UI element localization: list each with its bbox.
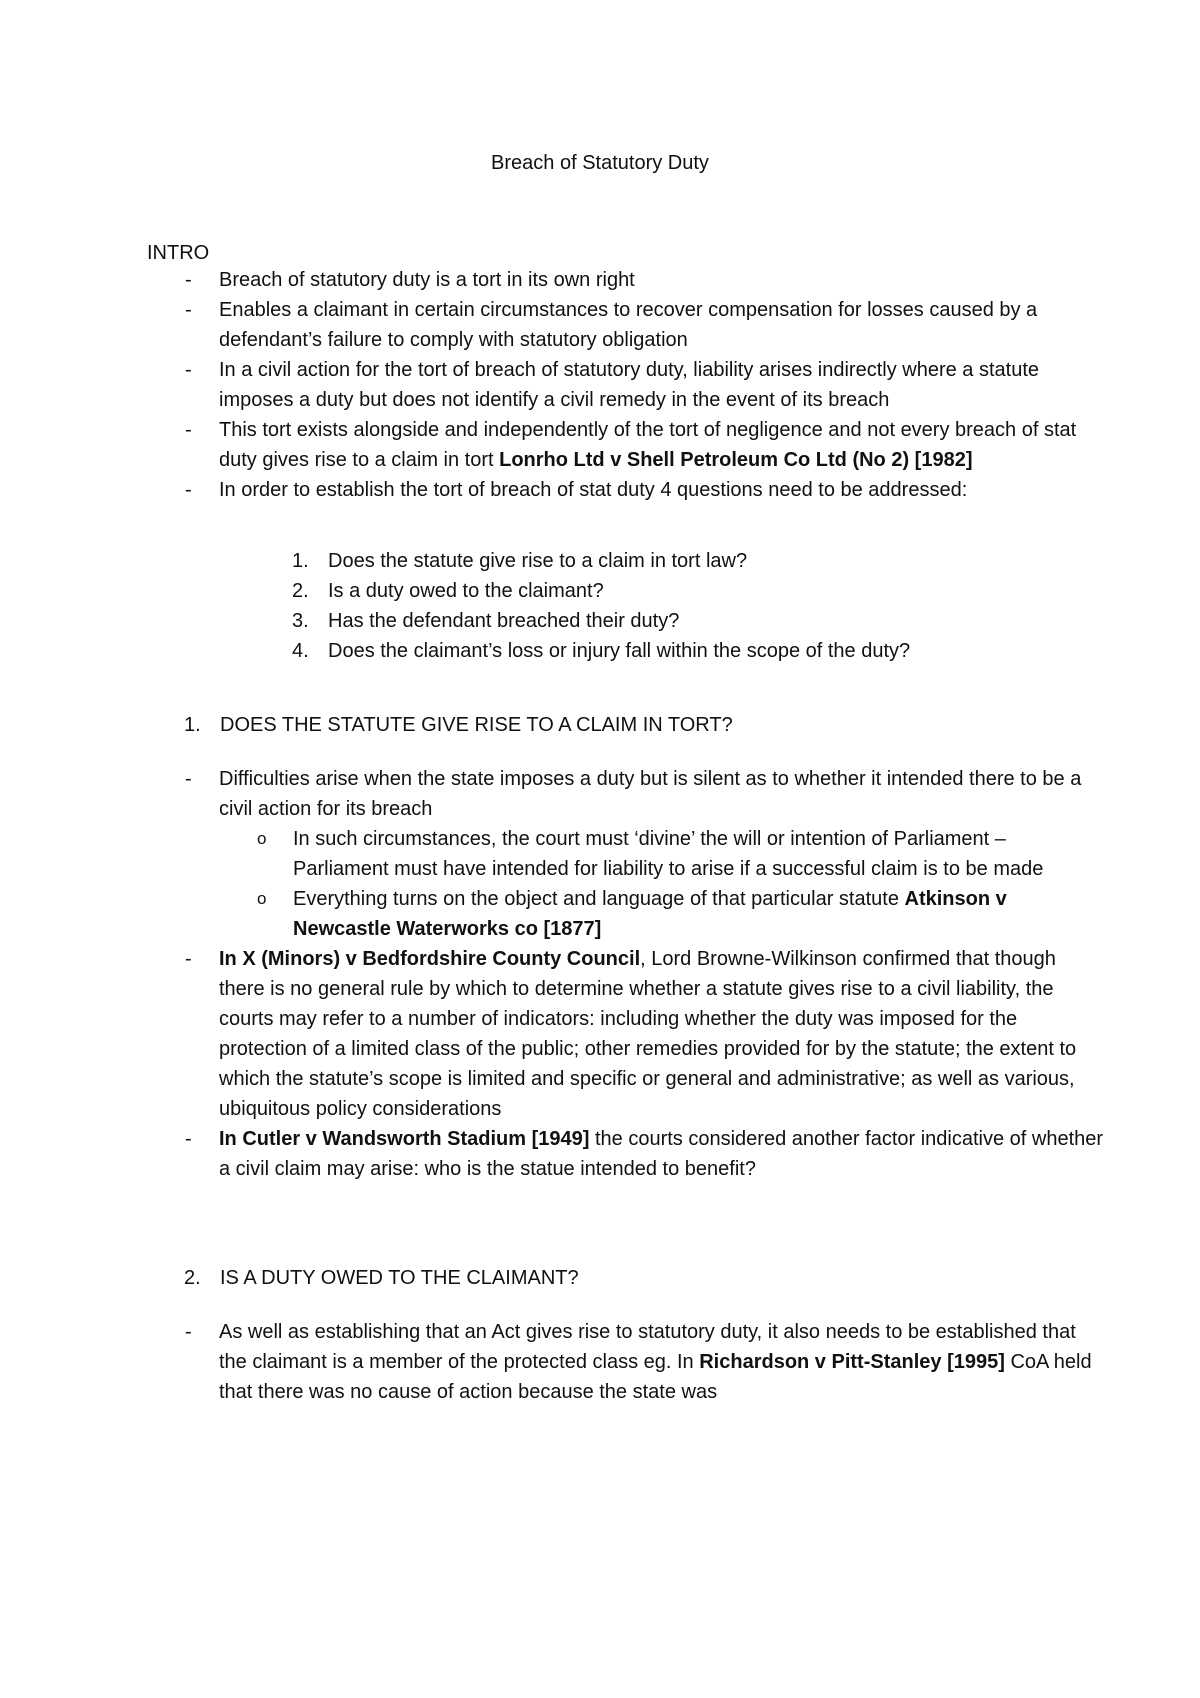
list-item	[147, 475, 1107, 505]
question-text: Does the statute give rise to a claim in tort law?	[328, 550, 748, 572]
intro-bullet-text: In order to establish the tort of breach of stat duty 4 questions need to be addressed:	[219, 479, 968, 501]
dash-marker: -	[185, 299, 192, 321]
document-title: Breach of Statutory Duty	[491, 152, 709, 174]
dash-marker: -	[185, 768, 192, 790]
section-2-heading	[184, 1263, 579, 1293]
case-citation: Lonrho Ltd v Shell Petroleum Co Ltd (No 2) [1982]	[499, 449, 973, 471]
circle-marker: o	[257, 829, 267, 848]
bullet-text: Difficulties arise when the state imposes a duty but is silent as to whether it intended there to be a civil action for its breach	[219, 768, 1082, 820]
dash-marker: -	[185, 1321, 192, 1343]
case-citation: Atkinson v Newcastle Waterworks co [1877]	[293, 888, 1007, 940]
intro-bullet-text: Breach of statutory duty is a tort in its own right	[219, 269, 635, 291]
question-text: Is a duty owed to the claimant?	[328, 580, 604, 602]
list-item	[147, 944, 1107, 1124]
list-item	[292, 576, 1092, 606]
sub-bullet-text: In such circumstances, the court must ‘divine’ the will or intention of Parliament – Parliament must have intended for liability to arise if a successful claim is to be made	[293, 828, 1044, 880]
list-item	[147, 415, 1107, 475]
list-item	[219, 884, 1107, 944]
sub-bullet-text: Everything turns on the object and language of that particular statute	[293, 888, 899, 910]
question-text: Does the claimant’s loss or injury fall within the scope of the duty?	[328, 640, 911, 662]
question-text: Has the defendant breached their duty?	[328, 610, 680, 632]
section-title: DOES THE STATUTE GIVE RISE TO A CLAIM IN TORT?	[220, 714, 733, 736]
sub-bullet-list	[219, 824, 1107, 944]
bullet-text: As well as establishing that an Act gives rise to statutory duty, it also needs to be established that the claimant is a member of the protected class eg. In	[219, 1321, 1076, 1373]
question-number: 4.	[292, 640, 309, 662]
intro-bullet-text: Enables a claimant in certain circumstances to recover compensation for losses caused by a defendant’s failure to comply with statutory obligation	[219, 299, 1038, 351]
bullet-text: the courts considered another factor indicative of whether a civil claim may arise: who is the statue intended to benefit?	[219, 1128, 1104, 1180]
section-number: 2.	[184, 1267, 201, 1289]
question-number: 1.	[292, 550, 309, 572]
question-number: 3.	[292, 610, 309, 632]
questions-list	[292, 546, 1092, 666]
circle-marker: o	[257, 889, 267, 908]
question-number: 2.	[292, 580, 309, 602]
dash-marker: -	[185, 359, 192, 381]
section-2-bullet-list	[147, 1317, 1107, 1407]
case-citation: X (Minors) v Bedfordshire County Council	[242, 948, 641, 970]
case-citation: In Cutler v Wandsworth Stadium [1949]	[219, 1128, 590, 1150]
dash-marker: -	[185, 1128, 192, 1150]
case-citation: Richardson v Pitt-Stanley [1995]	[699, 1351, 1005, 1373]
dash-marker: -	[185, 419, 192, 441]
bullet-text: , Lord Browne-Wilkinson confirmed that though there is no general rule by which to determine whether a statute gives rise to a civil liability, the courts may refer to a number of indicators: including whether the duty was imposed for the protection of a limited class of the public; other remedies provided for by the statute; the extent to which the statute’s scope is limited and specific or general and administrative; as well as various, ubiquitous policy considerations	[219, 948, 1077, 1120]
list-item	[219, 824, 1107, 884]
dash-marker: -	[185, 269, 192, 291]
dash-marker: -	[185, 948, 192, 970]
list-item	[292, 636, 1092, 666]
section-number: 1.	[184, 714, 201, 736]
list-item	[147, 764, 1107, 944]
intro-heading: INTRO	[147, 242, 210, 264]
dash-marker: -	[185, 479, 192, 501]
intro-bullet-text: In a civil action for the tort of breach of statutory duty, liability arises indirectly where a statute imposes a duty but does not identify a civil remedy in the event of its breach	[219, 359, 1040, 411]
list-item	[147, 265, 1107, 295]
list-item	[147, 1124, 1107, 1184]
section-title: IS A DUTY OWED TO THE CLAIMANT?	[220, 1267, 579, 1289]
section-1-bullet-list	[147, 764, 1107, 1184]
list-item	[147, 295, 1107, 355]
list-item	[292, 606, 1092, 636]
list-item	[147, 355, 1107, 415]
bullet-text: CoA held that there was no cause of action because the state was	[219, 1351, 1092, 1403]
intro-bullet-text: This tort exists alongside and independently of the tort of negligence and not every breach of stat duty gives rise to a claim in tort	[219, 419, 1077, 471]
intro-bullet-list	[147, 265, 1107, 505]
list-item	[147, 1317, 1107, 1407]
list-item	[292, 546, 1092, 576]
section-1-heading	[184, 710, 733, 740]
case-prefix: In	[219, 948, 243, 970]
